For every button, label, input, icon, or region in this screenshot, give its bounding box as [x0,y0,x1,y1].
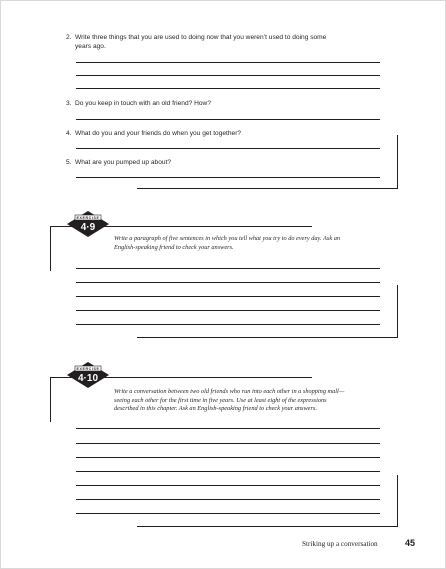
answer-line[interactable] [76,499,380,500]
bracket-bottom-horizontal [137,337,398,338]
question-number: 5. [66,159,72,166]
instruction-line: Write a paragraph of five sentences in which you tell what you try to do every day. Ask an [114,235,341,242]
question-text-continued: years ago. [75,43,106,50]
question-text: Write three things that you are used to doing now that you weren’t used to doing some [75,34,327,41]
answer-line[interactable] [76,296,380,297]
answer-line[interactable] [76,268,380,269]
question-number: 2. [66,34,72,41]
answer-line[interactable] [76,62,380,63]
answer-line[interactable] [76,282,380,283]
instruction-line: English-speaking friend to check your answers. [114,243,234,251]
answer-line[interactable] [76,88,380,89]
question-number: 3. [66,100,72,107]
question-2 [66,33,376,51]
instruction-line: Write a conversation between two old friends who run into each other in a shopping mall— [114,388,345,395]
answer-line[interactable] [76,119,380,120]
bracket-right-vertical [397,475,398,526]
answer-line[interactable] [76,471,380,472]
exercise-number: 4·9 [80,222,96,233]
page-number: 45 [405,538,416,548]
question-text: What are you pumped up about? [75,159,172,166]
exercise-number: 4·10 [77,373,98,384]
exercise-bracket-left [50,226,51,271]
answer-line[interactable] [76,148,380,149]
question-text: What do you and your friends do when you get together? [75,130,242,137]
exercise-bracket-left [50,377,51,422]
answer-line[interactable] [76,513,380,514]
question-4 [66,129,376,138]
bracket-right-vertical [397,135,398,188]
exercise-instructions [114,235,382,252]
question-number: 4. [66,130,72,137]
answer-line[interactable] [76,457,380,458]
question-text: Do you keep in touch with an old friend? How? [75,100,211,107]
answer-line[interactable] [76,310,380,311]
answer-line[interactable] [76,428,380,429]
question-5 [66,158,376,167]
instruction-line: described in this chapter. Ask an English-speaking friend to check your answers. [114,405,317,413]
exercise-instructions [114,388,382,414]
answer-line[interactable] [76,75,380,76]
question-3 [66,99,376,108]
answer-line[interactable] [76,324,380,325]
running-title: Striking up a conversation [302,540,378,548]
bracket-bottom-horizontal [137,188,398,189]
exercise-badge [67,211,109,237]
answer-line[interactable] [76,485,380,486]
answer-line[interactable] [76,177,380,178]
exercise-badge [67,362,109,388]
instruction-line: seeing each other for the first time in five years. Use at least eight of the expressions [114,396,327,404]
bracket-right-vertical [397,285,398,337]
exercise-label: EXERCISE [76,367,100,371]
exercise-label: EXERCISE [76,216,100,220]
bracket-bottom-horizontal [137,526,398,527]
answer-line[interactable] [76,443,380,444]
